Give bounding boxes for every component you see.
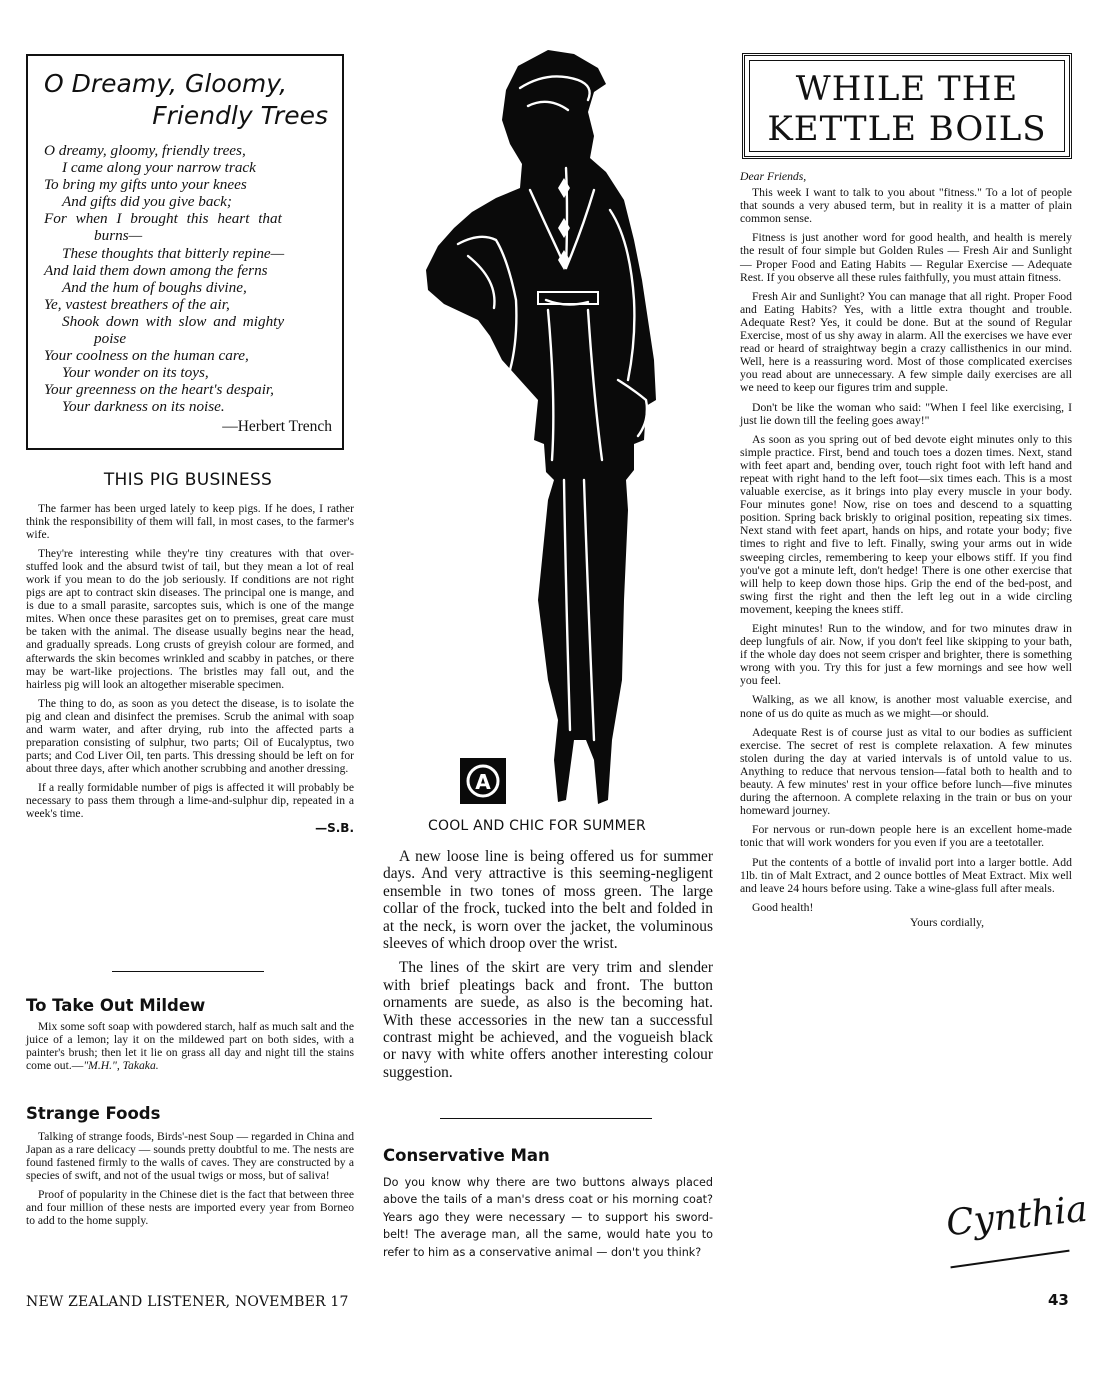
poem-line: poise — [94, 330, 127, 348]
strange-paragraph: Talking of strange foods, Birds'-nest Soup — regarded in China and Japan as a rare delicacy — sounds pretty doubtful to me. The nests are found fastened firmly to the walls of caves. They are constructed by a species of swift, and not of the usual twigs or moss, but of saliva! — [26, 1130, 354, 1183]
poem-line: I came along your narrow track — [62, 159, 256, 177]
signature: Cynthia — [944, 1188, 1090, 1245]
fashion-heading: COOL AND CHIC FOR SUMMER — [428, 818, 646, 834]
kettle-title-box — [742, 53, 1072, 159]
divider — [440, 1118, 652, 1119]
strange-paragraph: Proof of popularity in the Chinese diet is the fact that between three and four million of these nests are imported every year from Borneo to add to the home supply. — [26, 1188, 354, 1228]
poem-line: And the hum of boughs divine, — [62, 278, 247, 296]
strange-article — [26, 1130, 354, 1233]
kettle-title-line2: KETTLE BOILS — [767, 109, 1047, 149]
poem-line: Ye, vastest breathers of the air, — [44, 295, 230, 313]
conservative-text: Do you know why there are two buttons always placed above the tails of a man's dress coat or his morning coat? Years ago they were necessary — to support his sword-belt! The average man, all the same, would hate you to refer to him as a conservative animal — don't you think? — [383, 1176, 713, 1259]
poem-line: For when I brought this heart that — [44, 210, 282, 228]
kettle-title-line1: WHILE THE — [795, 69, 1019, 109]
poem-line: And laid them down among the ferns — [44, 261, 268, 279]
fashion-article — [383, 848, 713, 1088]
fashion-paragraph: The lines of the skirt are very trim and slender with brief pleatings back and front. The button ornaments are suede, as also is the becoming hat. With these accessories in the new tan a successful contrast might be achieved, and the vogueish black or navy with white offers another interesting colour suggestion. — [383, 959, 713, 1081]
pig-article — [26, 502, 354, 835]
kettle-paragraph: Adequate Rest is of course just as vital to our bodies as sufficient exercise. The secret of rest is complete relaxation. A few minutes stolen during the day at varied intervals is of untold value to us. Anything to reduce that nervous tension—fatal both to health and to beauty. A few minutes' rest in your office before lunch—five minutes during the afternoon. A complete relaxing in the train or bus on your homeward journey. — [740, 725, 1072, 818]
poem-line: O dreamy, gloomy, friendly trees, — [44, 142, 246, 159]
poem-line: Your darkness on its noise. — [62, 398, 225, 416]
pig-paragraph: The thing to do, as soon as you detect the disease, is to isolate the pig and clean and disinfect the premises. Scrub the animal with soap and warm water, and after drying, rub into the affected parts a preparation consisting of sulphur, two parts; Oil of Eucalyptus, two parts; and Cod Liver Oil, ten parts. This dressing should be left on for about three days, after which another scrubbing and another dressing. — [26, 696, 354, 775]
strange-heading: Strange Foods — [26, 1104, 161, 1123]
poem-line: Your coolness on the human care, — [44, 347, 249, 365]
kettle-salutation: Dear Friends, — [740, 170, 807, 183]
poem-title-line2: Friendly Trees — [152, 101, 328, 130]
conservative-heading: Conservative Man — [383, 1146, 550, 1165]
kettle-paragraph: This week I want to talk to you about "fitness." To a lot of people that sounds a very abused term, but in reality it is a matter of plain common sense. — [740, 186, 1072, 226]
pig-signature: —S.B. — [315, 821, 354, 836]
kettle-paragraph: Good health! — [752, 900, 814, 914]
figure-silhouette — [426, 50, 656, 804]
page-number: 43 — [1048, 1291, 1069, 1309]
mildew-heading: To Take Out Mildew — [26, 996, 206, 1015]
poem-title-line1: O Dreamy, Gloomy, — [44, 69, 288, 98]
kettle-column — [740, 170, 1072, 929]
fashion-paragraph: A new loose line is being offered us for summer days. And very attractive is this seeming-negligent ensemble in two tones of moss green. The large collar of the frock, tucked into the belt and folded in at the neck, is worn over the jacket, the voluminous sleeves of which droop over the wrist. — [383, 848, 713, 953]
pig-paragraph: The farmer has been urged lately to keep pigs. If he does, I rather think the responsibility of them will fall, in most cases, to the farmer's wife. — [26, 502, 354, 542]
logo-mark — [460, 758, 506, 804]
kettle-paragraph: Fresh Air and Sunlight? You can manage that all right. Proper Food and Eating Habits? Yes, with a little extra thought and trouble. Adequate Rest? Yes, it could be done. But at the sound of Regular Exercise, most of us shy away in alarm. All the exercises we have ever read or heard of straightway begin a crazy callisthenics in our mind. Well, here is a reassuring word. Most of those complicated exercises you read about are unnecessary. A few simple daily exercises are all we need to keep our figures trim and supple. — [740, 289, 1072, 395]
poem-line: Your wonder on its toys, — [62, 364, 209, 382]
kettle-paragraph: As soon as you spring out of bed devote eight minutes only to this simple practice. First, bend and touch toes a dozen times. Next, stand with feet apart and, bending over, touch right foot with left hand and repeat with right hand to the left foot—six times each. This is a most valuable exercise, as it brings into play every muscle in your body. Four minutes gone! Now, rise on toes and descend to a squatting position. Spring back briskly to original position, repeating six times. Next stand with feet apart, hands on hips, and rotate your body; five times to right and five to left. Finally, swing your arms out in wide sweeping circles, remembering to keep your elbows stiff. If you find you've got a minute left, don't hedge! There is one other exercise that will help to keep down those hips. Grip the end of the bed-post, and swing first the right and then the left leg out in a wide circling movement, keeping the knees stiff. — [740, 432, 1072, 616]
kettle-paragraph: Fitness is just another word for good health, and health is merely the result of four simple but Golden Rules — Fresh Air and Sunlight — Proper Food and Eating Habits — Regular Exercise — Adequate Rest. If you observe all these rules faithfully, you must attain fitness. — [740, 231, 1072, 284]
poem-line: burns— — [94, 227, 143, 245]
kettle-paragraph: Walking, as we all know, is another most valuable exercise, and none of us do quite as much as we might—or should. — [740, 693, 1072, 720]
fashion-illustration — [398, 40, 672, 820]
pig-heading: THIS PIG BUSINESS — [103, 470, 273, 490]
kettle-paragraph: Don't be like the woman who said: "When I feel like exercising, I just lie down till the feeling goes away!" — [740, 400, 1072, 427]
poem-lines — [44, 142, 332, 416]
kettle-paragraph: For nervous or run-down people here is an excellent home-made tonic that will work wonders for you even if you are a teetotaller. — [740, 823, 1072, 850]
publication-footer: NEW ZEALAND LISTENER, NOVEMBER 17 — [26, 1294, 349, 1310]
poem-line: And gifts did you give back; — [62, 193, 232, 211]
logo-letter: A — [475, 770, 491, 794]
pig-paragraph: If a really formidable number of pigs is affected it will probably be necessary to pass them through a lime-and-sulphur dip, repeated in a week's time. — [26, 780, 354, 821]
poem-line: To bring my gifts unto your knees — [44, 176, 247, 194]
mildew-text: Mix some soft soap with powdered starch, half as much salt and the juice of a lemon; lay it on the mildewed part on both sides, with a painter's brush; then let it lie on grass all day and night till the stains come out.— — [26, 1020, 354, 1073]
pig-paragraph: They're interesting while they're tiny creatures with that over-stuffed look and the absurd twist of tail, but they mean a lot of real work if you mean to do the job seriously. If conditions are not right pigs are apt to contract skin diseases. The principal one is mange, and is due to a small parasite, sarcoptes suis, which is one of the mange mites. When once these parasites get on to premises, great care must be taken with the animal. The disease usually begins near the head, and gradually spreads. Long crusts of greyish colour are formed, and afterwards the skin becomes wrinkled and scabby in patches, or there may be wart-like projections. The bristles may fall out, and the hairless pig will look an altogether miserable specimen. — [26, 547, 354, 691]
divider — [112, 971, 264, 972]
kettle-paragraph: Put the contents of a bottle of invalid port into a larger bottle. Add 1lb. tin of Malt Extract, and 2 ounce bottles of Meat Extract. Mix well and leave 24 hours before using. Take a wine-glass full after meals. — [740, 855, 1072, 895]
poem-line: Your greenness on the heart's despair, — [44, 381, 274, 399]
kettle-closing: Yours cordially, — [910, 915, 985, 929]
poem-box — [26, 54, 344, 450]
signature-underline — [950, 1250, 1069, 1269]
poem-line: Shook down with slow and mighty — [62, 312, 285, 330]
mildew-credit: "M.H.", Takaka. — [83, 1059, 159, 1073]
poem-line: These thoughts that bitterly repine— — [62, 244, 285, 262]
kettle-paragraph: Eight minutes! Run to the window, and for two minutes draw in deep lungfuls of air. Now, if you don't feel like skipping to your bath, if the whole day does not seem crisper and brighter, there is something wrong with you. Try this for just a few mornings and see how well you feel. — [740, 622, 1072, 688]
mildew-article — [26, 1020, 354, 1072]
poem-author: —Herbert Trench — [222, 417, 332, 435]
